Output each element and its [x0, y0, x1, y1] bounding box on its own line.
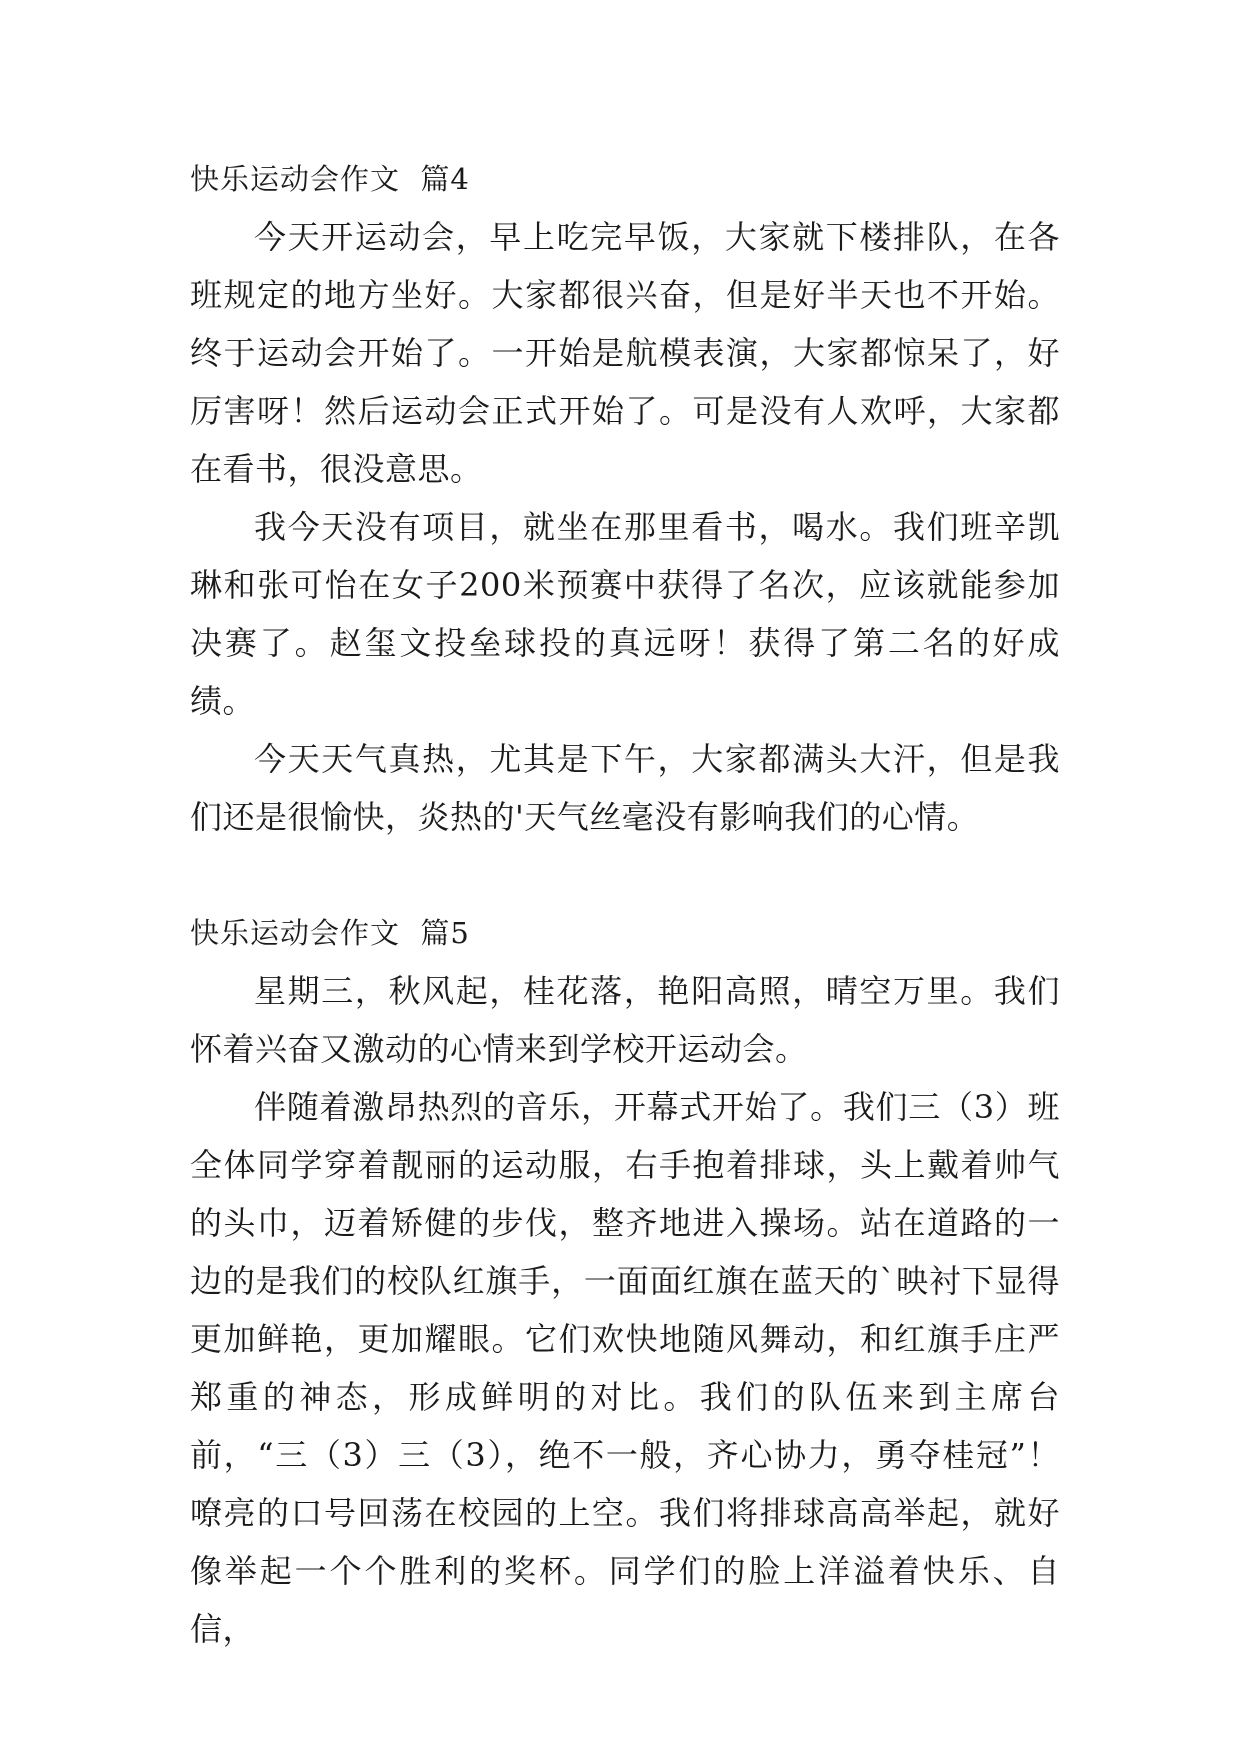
- paragraph: 伴随着激昂热烈的音乐，开幕式开始了。我们三（3）班全体同学穿着靓丽的运动服，右手抱着排球，头上戴着帅气的头巾，迈着矫健的步伐，整齐地进入操场。站在道路的一边的是我们的校队红旗手，一面面红旗在蓝天的`映衬下显得更加鲜艳，更加耀眼。它们欢快地随风舞动，和红旗手庄严郑重的神态，形成鲜明的对比。我们的队伍来到主席台前，“三（3）三（3），绝不一般，齐心协力，勇夺桂冠”！嘹亮的口号回荡在校园的上空。我们将排球高高举起，就好像举起一个个胜利的奖杯。同学们的脸上洋溢着快乐、自信，: [190, 1088, 1060, 1648]
- section-5: [190, 904, 1060, 1658]
- paragraph: 星期三，秋风起，桂花落，艳阳高照，晴空万里。我们怀着兴奋又激动的心情来到学校开运动会。: [190, 972, 1060, 1068]
- document-page: [190, 150, 1060, 1658]
- paragraph: 今天天气真热，尤其是下午，大家都满头大汗，但是我们还是很愉快，炎热的'天气丝毫没有影响我们的心情。: [190, 740, 1060, 836]
- section-divider: [190, 846, 1060, 904]
- section-heading: 快乐运动会作文 篇4: [190, 162, 470, 196]
- section-heading: 快乐运动会作文 篇5: [190, 916, 470, 950]
- section-4: [190, 150, 1060, 846]
- paragraph: 我今天没有项目，就坐在那里看书，喝水。我们班辛凯琳和张可怡在女子200米预赛中获得了名次，应该就能参加决赛了。赵玺文投垒球投的真远呀！获得了第二名的好成绩。: [190, 508, 1060, 720]
- paragraph: 今天开运动会，早上吃完早饭，大家就下楼排队，在各班规定的地方坐好。大家都很兴奋，但是好半天也不开始。终于运动会开始了。一开始是航模表演，大家都惊呆了，好厉害呀！然后运动会正式开始了。可是没有人欢呼，大家都在看书，很没意思。: [190, 218, 1060, 488]
